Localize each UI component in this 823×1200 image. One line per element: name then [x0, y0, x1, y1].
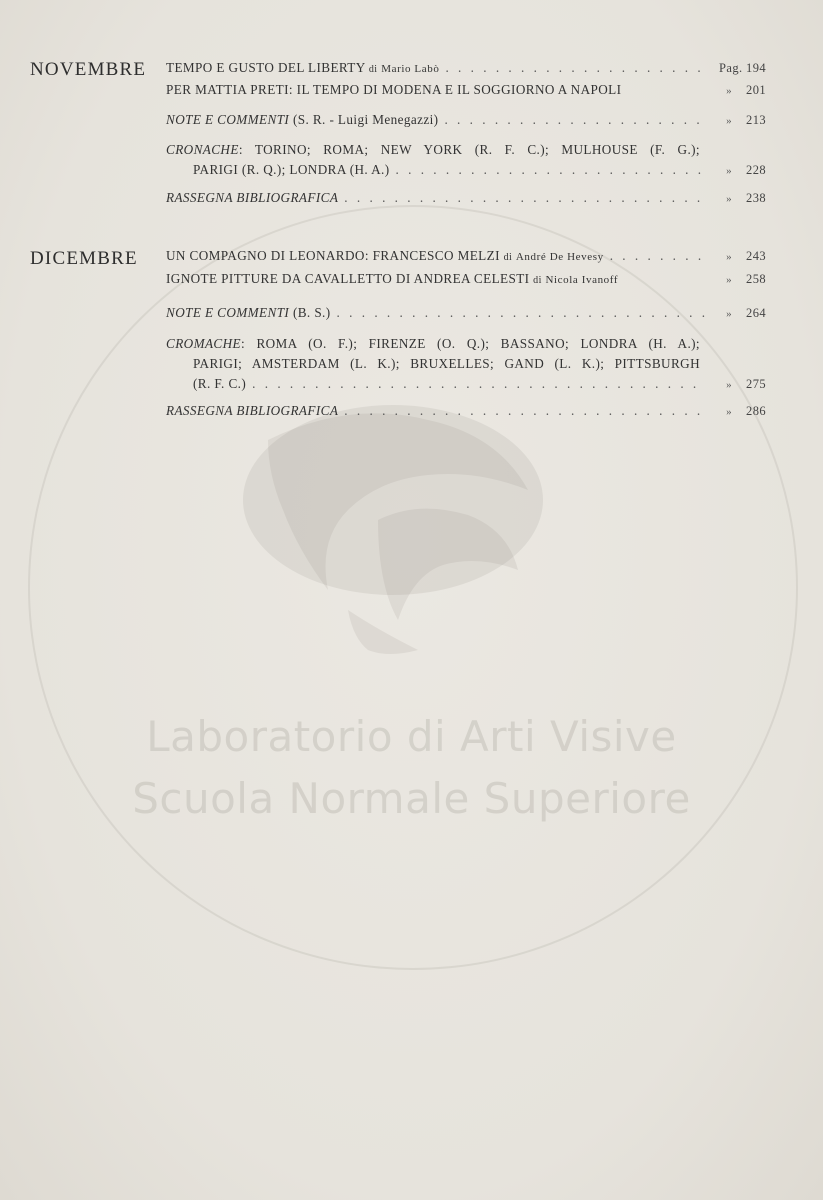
toc-entry[interactable]	[166, 110, 766, 131]
ditto-marker: »	[726, 274, 733, 286]
leader-dots	[396, 160, 706, 180]
leader-dots	[445, 58, 706, 78]
entry-line-1: : TORINO; ROMA; NEW YORK (R. F. C.); MULHOUSE (F. G.);	[238, 142, 700, 157]
entry-by: di	[368, 64, 378, 75]
page-number: 228	[746, 163, 766, 177]
page-number: 238	[746, 191, 766, 205]
page-number: 286	[746, 404, 766, 418]
toc-entry[interactable]	[166, 334, 766, 395]
entry-title: CROMACHE	[166, 336, 241, 351]
toc-entry[interactable]	[166, 246, 766, 268]
ditto-marker: »	[726, 165, 733, 177]
month-heading: NOVEMBRE	[30, 59, 147, 80]
entry-credits: (S. R. - Luigi Menegazzi)	[292, 112, 439, 127]
entry-credits: (B. S.)	[292, 305, 331, 320]
page-number: 201	[746, 83, 766, 97]
leader-dots	[344, 401, 706, 421]
entry-line-2: PARIGI (R. Q.); LONDRA (H. A.)	[193, 162, 390, 177]
entry-line-1: : ROMA (O. F.); FIRENZE (O. Q.); BASSANO; LONDRA (H. A.);	[241, 336, 700, 351]
entry-title: NOTE E COMMENTI	[166, 112, 290, 127]
leader-dots	[610, 246, 706, 266]
toc-entry[interactable]	[166, 80, 766, 101]
month-heading: DICEMBRE	[30, 248, 138, 269]
ditto-marker: »	[726, 193, 733, 205]
leader-dots	[337, 303, 706, 323]
entry-author: André De Hevesy	[515, 251, 604, 263]
leader-dots	[444, 110, 706, 130]
toc-entry[interactable]	[166, 401, 766, 422]
entry-title: TEMPO E GUSTO DEL LIBERTY	[166, 60, 366, 75]
entry-title: NOTE E COMMENTI	[166, 305, 290, 320]
entry-by: di	[503, 252, 513, 263]
entry-line-2: PARIGI; AMSTERDAM (L. K.); BRUXELLES; GAND (L. K.); PITTSBURGH	[193, 356, 700, 371]
page-number: 243	[746, 249, 766, 263]
toc-entry[interactable]	[166, 303, 766, 324]
leader-dots	[344, 188, 706, 208]
entry-title: UN COMPAGNO DI LEONARDO: FRANCESCO MELZI	[166, 248, 500, 263]
entry-title: RASSEGNA BIBLIOGRAFICA	[166, 190, 339, 205]
page-number: 275	[746, 377, 766, 391]
page-prefix: Pag.	[719, 61, 743, 75]
entry-title: PER MATTIA PRETI: IL TEMPO DI MODENA E IL SOGGIORNO A NAPOLI	[166, 82, 622, 97]
toc-entry[interactable]	[166, 58, 766, 80]
entry-title: IGNOTE PITTURE DA CAVALLETTO DI ANDREA CELESTI	[166, 271, 530, 286]
toc-entry[interactable]	[166, 188, 766, 209]
ditto-marker: »	[726, 406, 733, 418]
ditto-marker: »	[726, 251, 733, 263]
entry-title: RASSEGNA BIBLIOGRAFICA	[166, 403, 339, 418]
page-number: 264	[746, 306, 766, 320]
watermark-line-2: Scuola Normale Superiore	[132, 774, 691, 823]
entry-title: CRONACHE	[166, 142, 239, 157]
entry-author: Mario Labò	[381, 63, 440, 75]
entry-line-3: (R. F. C.)	[193, 376, 247, 391]
watermark-line-1: Laboratorio di Arti Visive	[146, 712, 677, 761]
leader-dots	[252, 374, 706, 394]
page-number: 258	[746, 272, 766, 286]
page-number: 194	[746, 61, 766, 75]
entry-author: Nicola Ivanoff	[545, 274, 619, 286]
watermark-seal-icon	[228, 380, 558, 660]
entry-by: di	[533, 275, 542, 286]
ditto-marker: »	[726, 379, 733, 391]
toc-entry[interactable]	[166, 269, 766, 291]
ditto-marker: »	[726, 115, 733, 127]
ditto-marker: »	[726, 308, 733, 320]
ditto-marker: »	[726, 85, 733, 97]
toc-entry[interactable]	[166, 140, 766, 181]
page-number: 213	[746, 113, 766, 127]
